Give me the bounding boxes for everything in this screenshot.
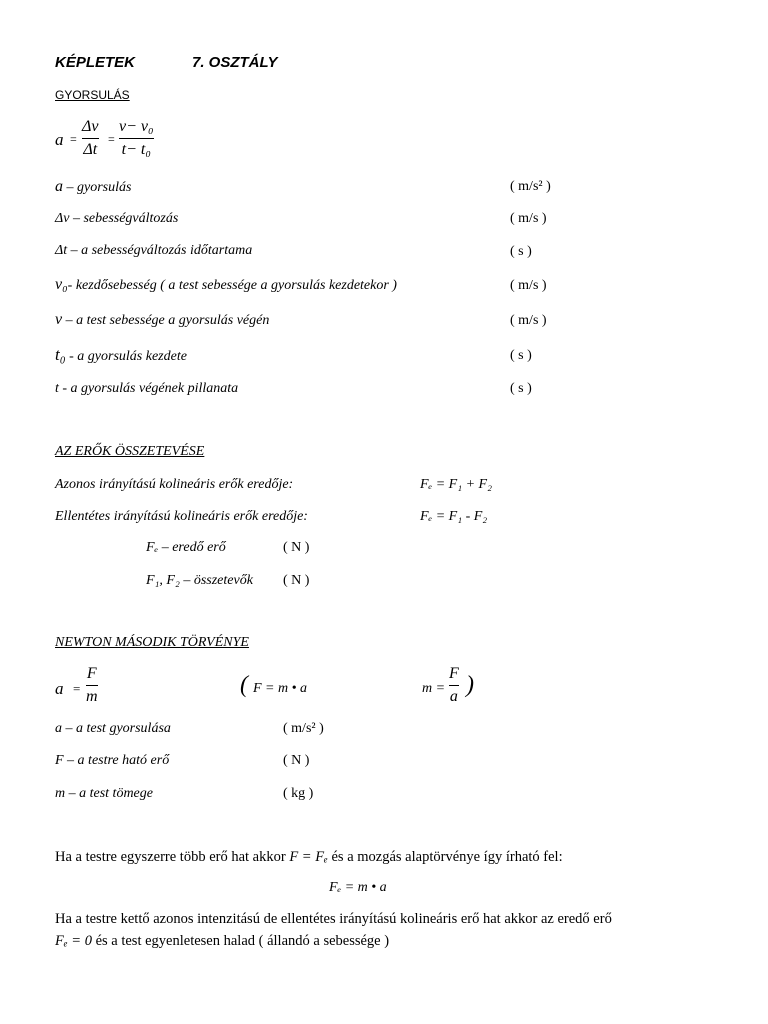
paragraph-equal-forces-line2: Fₑ = 0 és a test egyenletesen halad ( állandó a sebessége )	[55, 933, 390, 949]
fraction-velocity	[119, 118, 154, 159]
numerator: Δv	[82, 118, 99, 135]
fraction-bar	[86, 685, 98, 686]
fraction-bar	[119, 138, 154, 139]
denominator: Δt	[83, 141, 98, 158]
definition-row: a – gyorsulás	[55, 178, 132, 195]
formula-equals-2: =	[108, 132, 115, 146]
formula-lhs: a	[55, 130, 64, 149]
formula-lhs: a	[55, 679, 64, 698]
fraction-newton	[86, 665, 98, 706]
open-paren: (	[240, 672, 248, 698]
denominator: a	[449, 688, 458, 705]
unit-label: ( s )	[510, 381, 532, 396]
unit-label: ( N )	[283, 573, 310, 588]
newton-definition: m – a test tömege	[55, 786, 153, 801]
unit-label: ( s )	[510, 348, 532, 363]
central-formula: Fₑ = m • a	[329, 880, 387, 895]
paragraph-equal-forces-line1: Ha a testre kettő azonos intenzitású de ellentétes irányítású kolineáris erő hat akkor az eredő erő	[55, 911, 612, 927]
numerator: v− v₀	[119, 118, 154, 135]
numerator: F	[86, 665, 97, 682]
force-rule-label: Ellentétes irányítású kolineáris erők eredője:	[55, 509, 308, 524]
unit-label: ( s )	[510, 244, 532, 259]
denominator: m	[86, 688, 98, 705]
unit-label: ( m/s )	[510, 278, 547, 293]
force-definition: F₁, F₂ – összetevők	[146, 573, 253, 588]
definition-row: Δt – a sebességváltozás időtartama	[55, 243, 253, 258]
unit-label: ( N )	[283, 540, 310, 555]
fraction-delta	[82, 118, 99, 159]
unit-label: ( N )	[283, 753, 310, 768]
unit-label: ( m/s )	[510, 313, 547, 328]
formula-middle: F = m • a	[253, 681, 308, 696]
document-title: KÉPLETEK	[55, 54, 136, 71]
definition-row: t - a gyorsulás végének pillanata	[55, 381, 239, 396]
force-rule-formula: Fₑ = F₁ - F₂	[420, 509, 488, 524]
definition-row: v₀- kezdősebesség ( a test sebessége a gyorsulás kezdetekor )	[55, 276, 397, 293]
force-definition: Fₑ – eredő erő	[146, 540, 226, 555]
formula-rhs-lhs: m =	[422, 681, 446, 696]
unit-label: ( m/s )	[510, 211, 547, 226]
fraction-bar	[449, 685, 459, 686]
formula-equals-1: =	[70, 132, 77, 146]
newton-definition: a – a test gyorsulása	[55, 721, 171, 736]
definition-row: Δv – sebességváltozás	[55, 211, 179, 226]
formula-equals: =	[73, 681, 81, 696]
fraction-bar	[82, 138, 99, 139]
section-heading-forces: AZ ERŐK ÖSSZETEVÉSE	[55, 444, 205, 459]
close-paren: )	[466, 672, 474, 698]
definition-row: t₀ - a gyorsulás kezdete	[55, 345, 187, 364]
paragraph-many-forces: Ha a testre egyszerre több erő hat akkor F = Fₑ és a mozgás alaptörvénye így írható fel:	[55, 849, 563, 865]
fraction-mass	[449, 665, 459, 706]
newton-definition: F – a testre ható erő	[55, 753, 170, 768]
unit-label: ( m/s² )	[510, 179, 551, 194]
force-rule-label: Azonos irányítású kolineáris erők eredője:	[55, 477, 294, 492]
unit-label: ( kg )	[283, 786, 314, 801]
numerator: F	[449, 665, 459, 682]
grade-label: 7. OSZTÁLY	[192, 54, 278, 71]
unit-label: ( m/s² )	[283, 721, 324, 736]
denominator: t− t₀	[121, 141, 151, 158]
section-heading-acceleration: GYORSULÁS	[55, 88, 130, 102]
definition-row: v – a test sebessége a gyorsulás végén	[55, 311, 270, 328]
force-rule-formula: Fₑ = F₁ + F₂	[420, 477, 492, 492]
section-heading-newton: NEWTON MÁSODIK TÖRVÉNYE	[55, 635, 249, 650]
